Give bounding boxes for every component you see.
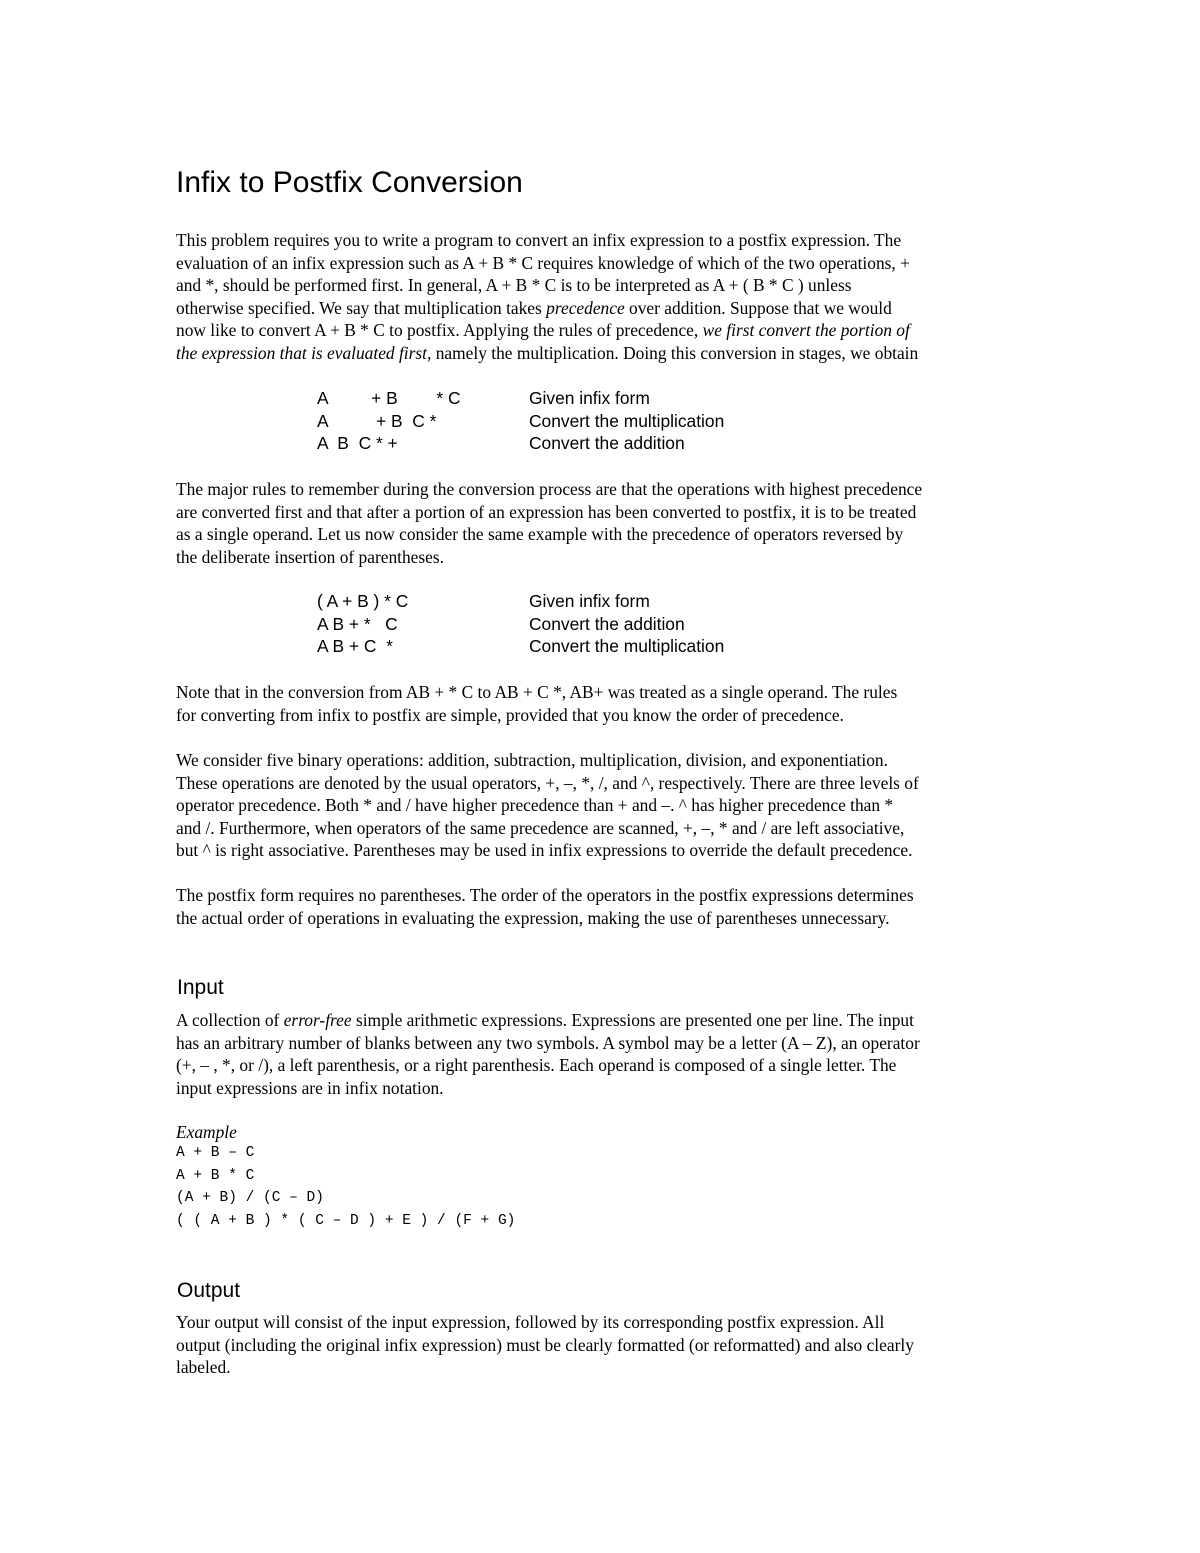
example-expression: (A + B) / (C – D) bbox=[176, 1190, 324, 1207]
input-paragraph bbox=[176, 1009, 1036, 1099]
text-line: input expressions are in infix notation. bbox=[176, 1077, 444, 1098]
output-heading: Output bbox=[177, 1279, 241, 1302]
table-description: Convert the addition bbox=[529, 433, 685, 454]
text-line bbox=[176, 1009, 1036, 1032]
text-line: Your output will consist of the input expression, followed by its corresponding postfix expression. All bbox=[176, 1312, 885, 1332]
table-row bbox=[317, 590, 917, 613]
text-line: This problem requires you to write a program to convert an infix expression to a postfix expression. The bbox=[176, 230, 902, 250]
table-expression: A B + C * bbox=[317, 636, 393, 657]
example-expression: A + B – C bbox=[176, 1145, 255, 1161]
text-line: has an arbitrary number of blanks between any two symbols. A symbol may be a letter (A – Z), an operator bbox=[176, 1032, 920, 1053]
table-expression: A + B C * bbox=[317, 410, 437, 431]
example-expressions bbox=[176, 1142, 515, 1232]
text-run: over addition. Suppose that we would bbox=[624, 297, 892, 318]
text-line: and /. Furthermore, when operators of the same precedence are scanned, +, –, * and / are left associative, bbox=[176, 817, 905, 838]
text-line: The major rules to remember during the conversion process are that the operations with highest precedence bbox=[176, 479, 923, 499]
postfix-paragraph bbox=[176, 884, 1036, 929]
rules-paragraph bbox=[176, 478, 1036, 568]
text-line: the actual order of operations in evaluating the expression, making the use of parentheses unnecessary. bbox=[176, 907, 890, 928]
table-expression: A B C * + bbox=[317, 433, 398, 454]
text-line: labeled. bbox=[176, 1357, 231, 1378]
text-line: operator precedence. Both * and / have higher precedence than + and –. ^ has higher precedence than * bbox=[176, 795, 894, 816]
table-description: Convert the addition bbox=[529, 613, 685, 634]
text-line: output (including the original infix expression) must be clearly formatted (or reformatted) and also clearly bbox=[176, 1334, 914, 1355]
text-line: as a single operand. Let us now consider the same example with the precedence of operators reversed by bbox=[176, 524, 904, 545]
emphasis-precedence: precedence bbox=[546, 297, 625, 318]
table-row bbox=[317, 432, 917, 455]
text-line: but ^ is right associative. Parentheses may be used in infix expressions to override the default precedence. bbox=[176, 840, 913, 861]
emphasis-rule-cont: the expression that is evaluated first, bbox=[176, 342, 432, 363]
text-run: namely the multiplication. Doing this conversion in stages, we obtain bbox=[431, 342, 919, 363]
table-description: Given infix form bbox=[529, 388, 650, 408]
table-expression: A + B * C bbox=[317, 388, 461, 408]
table-row bbox=[317, 613, 917, 636]
text-line: and *, should be performed first. In general, A + B * C is to be interpreted as A + ( B * C ) unless bbox=[176, 275, 852, 296]
table-description: Given infix form bbox=[529, 591, 650, 611]
text-line: Note that in the conversion from AB + * C to AB + C *, AB+ was treated as a single operand. The rules bbox=[176, 682, 898, 702]
page-title: Infix to Postfix Conversion bbox=[176, 166, 523, 199]
table-expression: ( A + B ) * C bbox=[317, 591, 409, 611]
table-row bbox=[317, 387, 917, 410]
table-description: Convert the multiplication bbox=[529, 410, 725, 431]
text-line: We consider five binary operations: addition, subtraction, multiplication, division, and exponentiation. bbox=[176, 750, 888, 770]
output-paragraph bbox=[176, 1311, 1036, 1379]
text-line bbox=[176, 319, 1036, 342]
example-expression: ( ( A + B ) * ( C – D ) + E ) / (F + G) bbox=[176, 1212, 516, 1229]
text-line: for converting from infix to postfix are simple, provided that you know the order of precedence. bbox=[176, 704, 844, 725]
text-run: simple arithmetic expressions. Expressions are presented one per line. The input bbox=[351, 1010, 914, 1030]
table-description: Convert the multiplication bbox=[529, 636, 725, 657]
text-run: otherwise specified. We say that multiplication takes bbox=[176, 297, 547, 318]
text-line: evaluation of an infix expression such as A + B * C requires knowledge of which of the two operations, + bbox=[176, 252, 910, 273]
text-run: now like to convert A + B * C to postfix. Applying the rules of precedence, bbox=[176, 320, 703, 341]
operators-paragraph bbox=[176, 749, 1036, 862]
table-row bbox=[317, 635, 917, 658]
note-paragraph bbox=[176, 681, 1036, 726]
text-line bbox=[176, 297, 1036, 320]
text-line: These operations are denoted by the usual operators, +, –, *, /, and ^, respectively. There are three levels of bbox=[176, 772, 919, 793]
table-row bbox=[317, 410, 917, 433]
text-line: (+, – , *, or /), a left parenthesis, or a right parenthesis. Each operand is composed of a single letter. The bbox=[176, 1055, 897, 1076]
emphasis-error-free: error-free bbox=[283, 1010, 352, 1030]
text-line: The postfix form requires no parentheses. The order of the operators in the postfix expressions determines bbox=[176, 885, 914, 905]
text-line: the deliberate insertion of parentheses. bbox=[176, 546, 445, 567]
emphasis-rule: we first convert the portion of bbox=[702, 320, 910, 341]
intro-paragraph bbox=[176, 229, 1036, 365]
example-expression: A + B * C bbox=[176, 1167, 255, 1184]
text-line: are converted first and that after a portion of an expression has been converted to postfix, it is to be treated bbox=[176, 501, 917, 522]
example-label: Example bbox=[176, 1122, 237, 1142]
text-line bbox=[176, 342, 1036, 365]
input-heading: Input bbox=[177, 976, 224, 999]
text-run: A collection of bbox=[176, 1010, 284, 1030]
table-expression: A B + * C bbox=[317, 613, 398, 634]
